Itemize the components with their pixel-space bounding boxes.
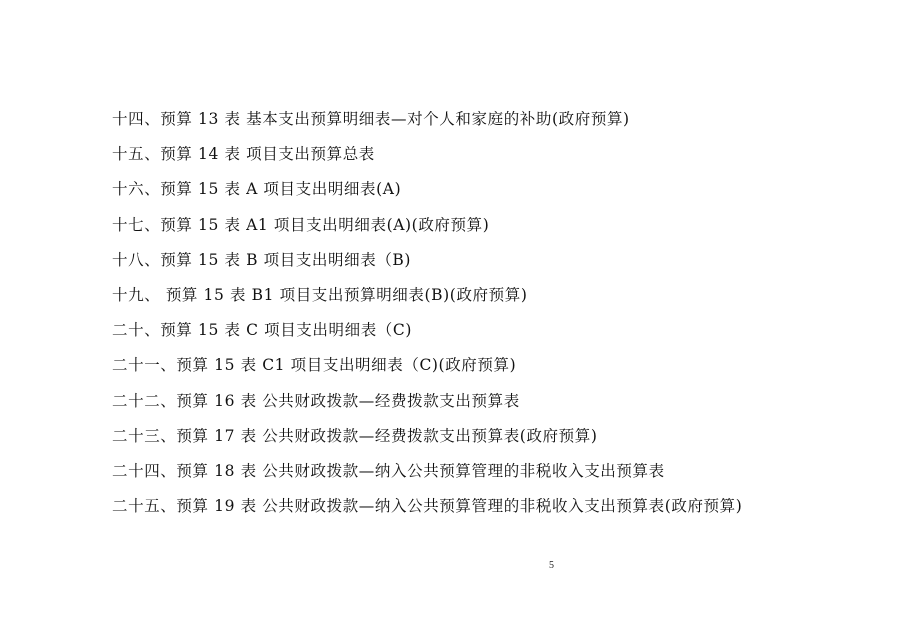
toc-item-23: 二十三、预算 17 表 公共财政拨款—经费拨款支出预算表(政府预算): [112, 426, 598, 445]
toc-item-14: 十四、预算 13 表 基本支出预算明细表—对个人和家庭的补助(政府预算): [112, 110, 630, 128]
toc-item-22: 二十二、预算 16 表 公共财政拨款—经费拨款支出预算表: [112, 391, 520, 410]
toc-item-24: 二十四、预算 18 表 公共财政拨款—纳入公共预算管理的非税收入支出预算表: [112, 461, 665, 480]
table-of-contents: [112, 106, 812, 528]
toc-item-19: 十九、 预算 15 表 B1 项目支出预算明细表(B)(政府预算): [112, 285, 528, 304]
toc-item-18: 十八、预算 15 表 B 项目支出明细表（B): [112, 250, 412, 269]
toc-item-17: 十七、预算 15 表 A1 项目支出明细表(A)(政府预算): [112, 215, 490, 234]
toc-item-16: 十六、预算 15 表 A 项目支出明细表(A): [112, 180, 402, 199]
toc-item-21: 二十一、预算 15 表 C1 项目支出明细表（C)(政府预算): [112, 356, 517, 375]
toc-item-25: 二十五、预算 19 表 公共财政拨款—纳入公共预算管理的非税收入支出预算表(政府预算): [112, 497, 743, 516]
toc-item-15: 十五、预算 14 表 项目支出预算总表: [112, 145, 375, 164]
toc-item-20: 二十、预算 15 表 C 项目支出明细表（C): [112, 321, 412, 340]
page-number: 5: [549, 560, 554, 571]
